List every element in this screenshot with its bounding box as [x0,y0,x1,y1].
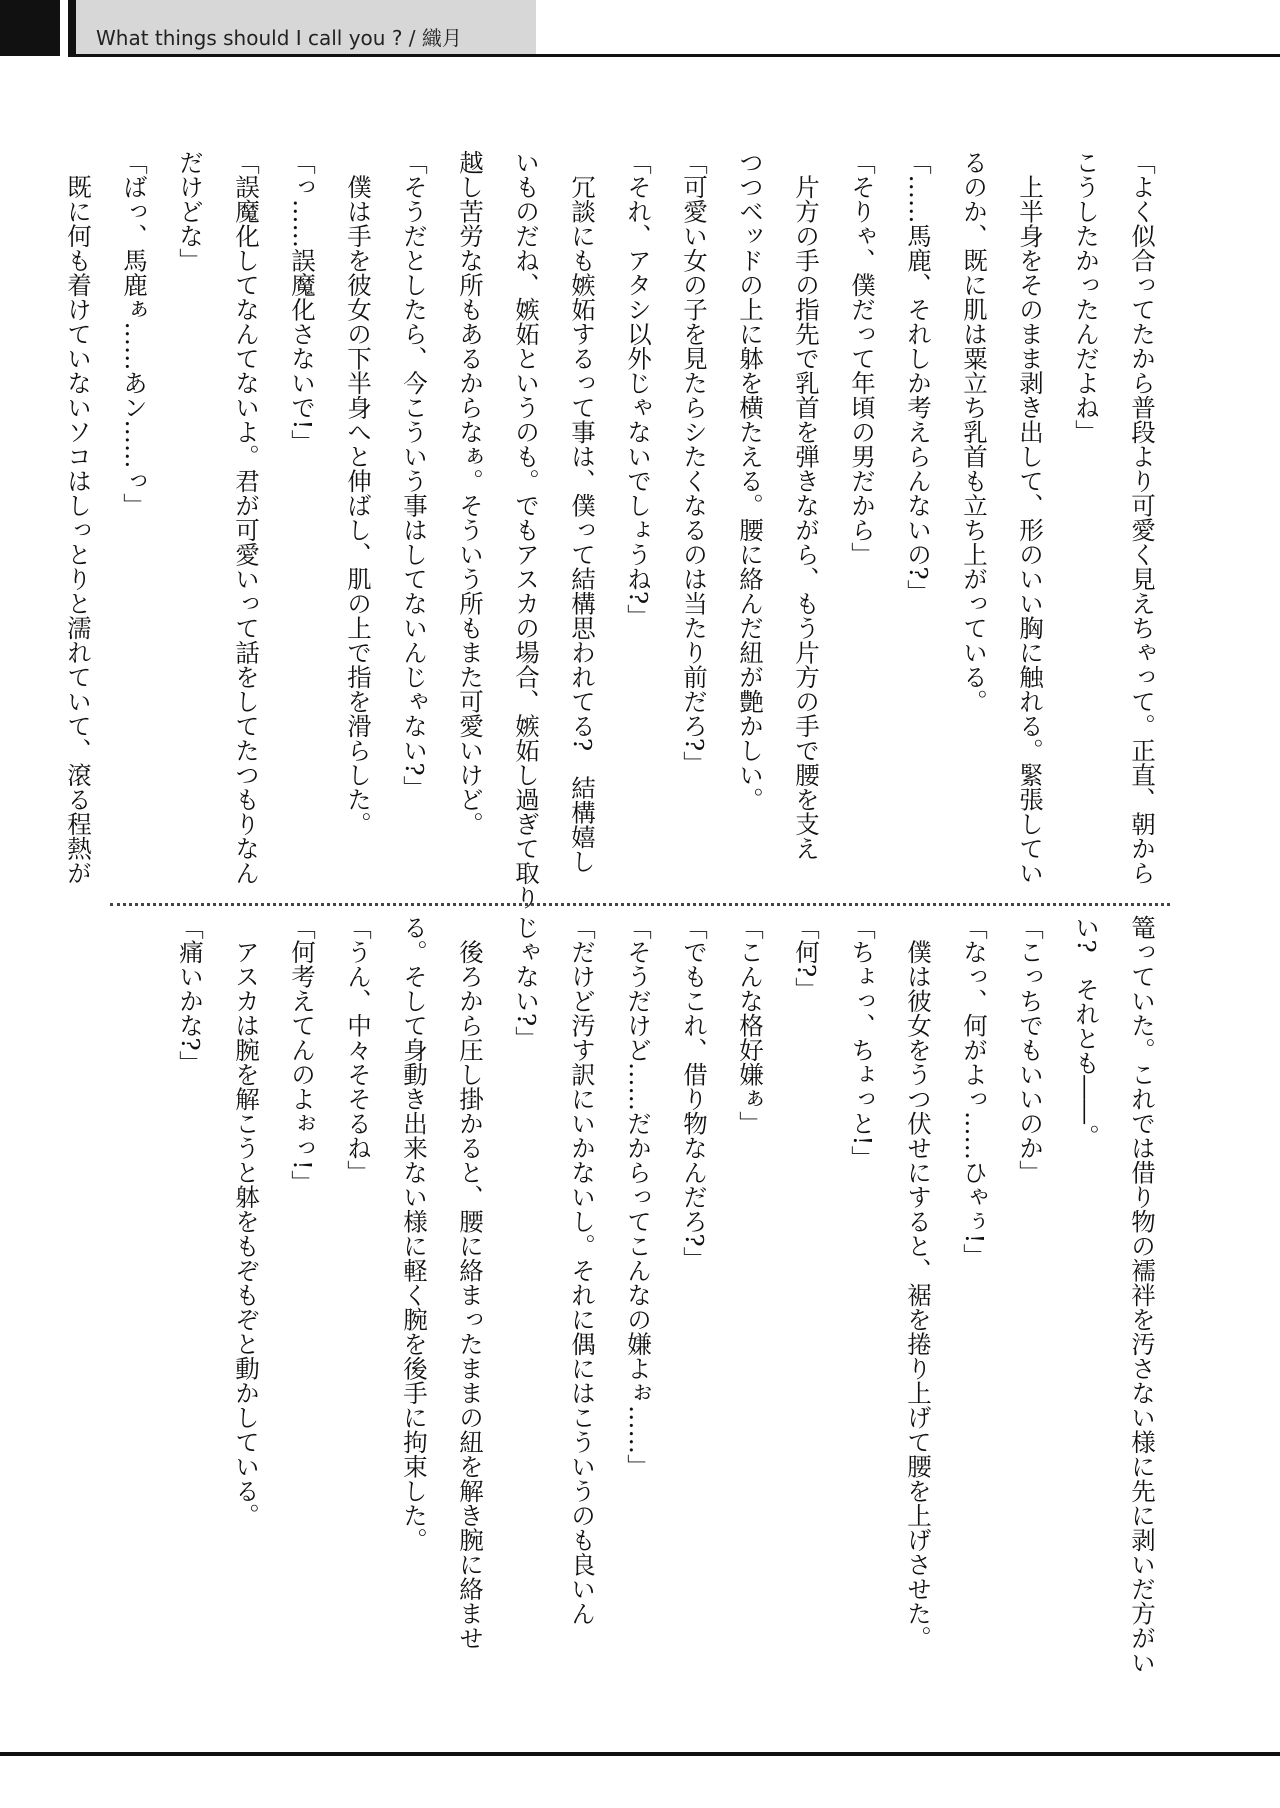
text-line: 僕は手を彼女の下半身へと伸ばし、肌の上で指を滑らした。 [344,150,373,836]
text-line: 「っ……誤魔化さないで!」 [288,150,317,454]
text-line: 「こっちでもいいのか」 [1016,915,1045,1185]
footer-rule [0,1752,1280,1756]
text-line: 「でもこれ、借り物なんだろ?」 [680,915,709,1272]
bottom-text-section [110,915,1170,1715]
text-line: 既に何も着けていないソコはしっとりと濡れていて、滾る程熱が [64,150,93,885]
text-line: る。そして身動き出来ない様に軽く腕を後手に拘束した。 [400,915,429,1552]
text-line: 「こんな格好嫌ぁ」 [736,915,765,1136]
running-header-title: What things should I call you ? / 織月 [96,26,462,50]
text-line: 片方の手の指先で乳首を弾きながら、もう片方の手で腰を支え [792,150,821,861]
text-line: つつベッドの上に躰を横たえる。腰に絡んだ紐が艶かしい。 [736,150,765,812]
text-line: るのか、既に肌は粟立ち乳首も立ち上がっている。 [960,150,989,714]
header-rule [68,54,1280,57]
header-black-tab [0,0,60,56]
text-line: 僕は彼女をうつ伏せにすると、裾を捲り上げて腰を上げさせた。 [904,915,933,1650]
text-line: 「痛いかな?」 [176,915,205,1076]
top-text-section [64,150,1170,910]
running-header [68,0,536,56]
text-line: 「よく似合ってたから普段より可愛く見えちゃって。正直、朝から [1128,150,1157,885]
text-line: 「そりゃ、僕だって年頃の男だから」 [848,150,877,567]
text-line: 冗談にも嫉妬するって事は、僕って結構思われてる? 結構嬉し [568,150,597,874]
text-line: 「何考えてんのよぉっ!」 [288,915,317,1195]
text-line: いものだね、嫉妬というのも。でもアスカの場合、嫉妬し過ぎて取り [512,150,541,910]
header-gap [60,0,68,56]
text-line: 「ばっ、馬鹿ぁ……あン……っ」 [120,150,149,518]
text-line: 「ちょっ、ちょっと!」 [848,915,877,1170]
text-line: 「だけど汚す訳にいかないし。それに偶にはこういうのも良いん [568,915,597,1626]
text-line: こうしたかったんだよね」 [1072,150,1101,444]
text-line: 篭っていた。これでは借り物の襦袢を汚さない様に先に剥いだ方がい [1128,915,1157,1675]
text-line: 「そうだけど……だからってこんなの嫌よぉ……」 [624,915,653,1479]
text-line: 「そうだとしたら、今こういう事はしてないんじゃない?」 [400,150,429,801]
text-line: 「何?」 [792,915,821,1002]
text-line: 後ろから圧し掛かると、腰に絡まったままの紐を解き腕に絡ませ [456,915,485,1650]
text-line: だけどな」 [176,150,205,273]
text-line: じゃない?」 [512,915,541,1051]
text-line: 上半身をそのまま剥き出して、形のいい胸に触れる。緊張してい [1016,150,1045,885]
text-line: い? それとも――。 [1072,915,1101,1149]
text-line: 「誤魔化してなんてないよ。君が可愛いって話をしてたつもりなん [232,150,261,885]
text-line: 越し苦労な所もあるからなぁ。そういう所もまた可愛いけど。 [456,150,485,836]
text-line: 「……馬鹿、それしか考えらんないの?」 [904,150,933,605]
text-line: 「可愛い女の子を見たらシたくなるのは当たり前だろ?」 [680,150,709,776]
section-divider [110,903,1170,906]
text-line: 「なっ、何がよっ……ひゃぅ!」 [960,915,989,1268]
text-line: 「うん、中々そそるね」 [344,915,373,1185]
text-line: 「それ、アタシ以外じゃないでしょうね?」 [624,150,653,629]
text-line: アスカは腕を解こうと躰をもぞもぞと動かしている。 [232,915,261,1528]
